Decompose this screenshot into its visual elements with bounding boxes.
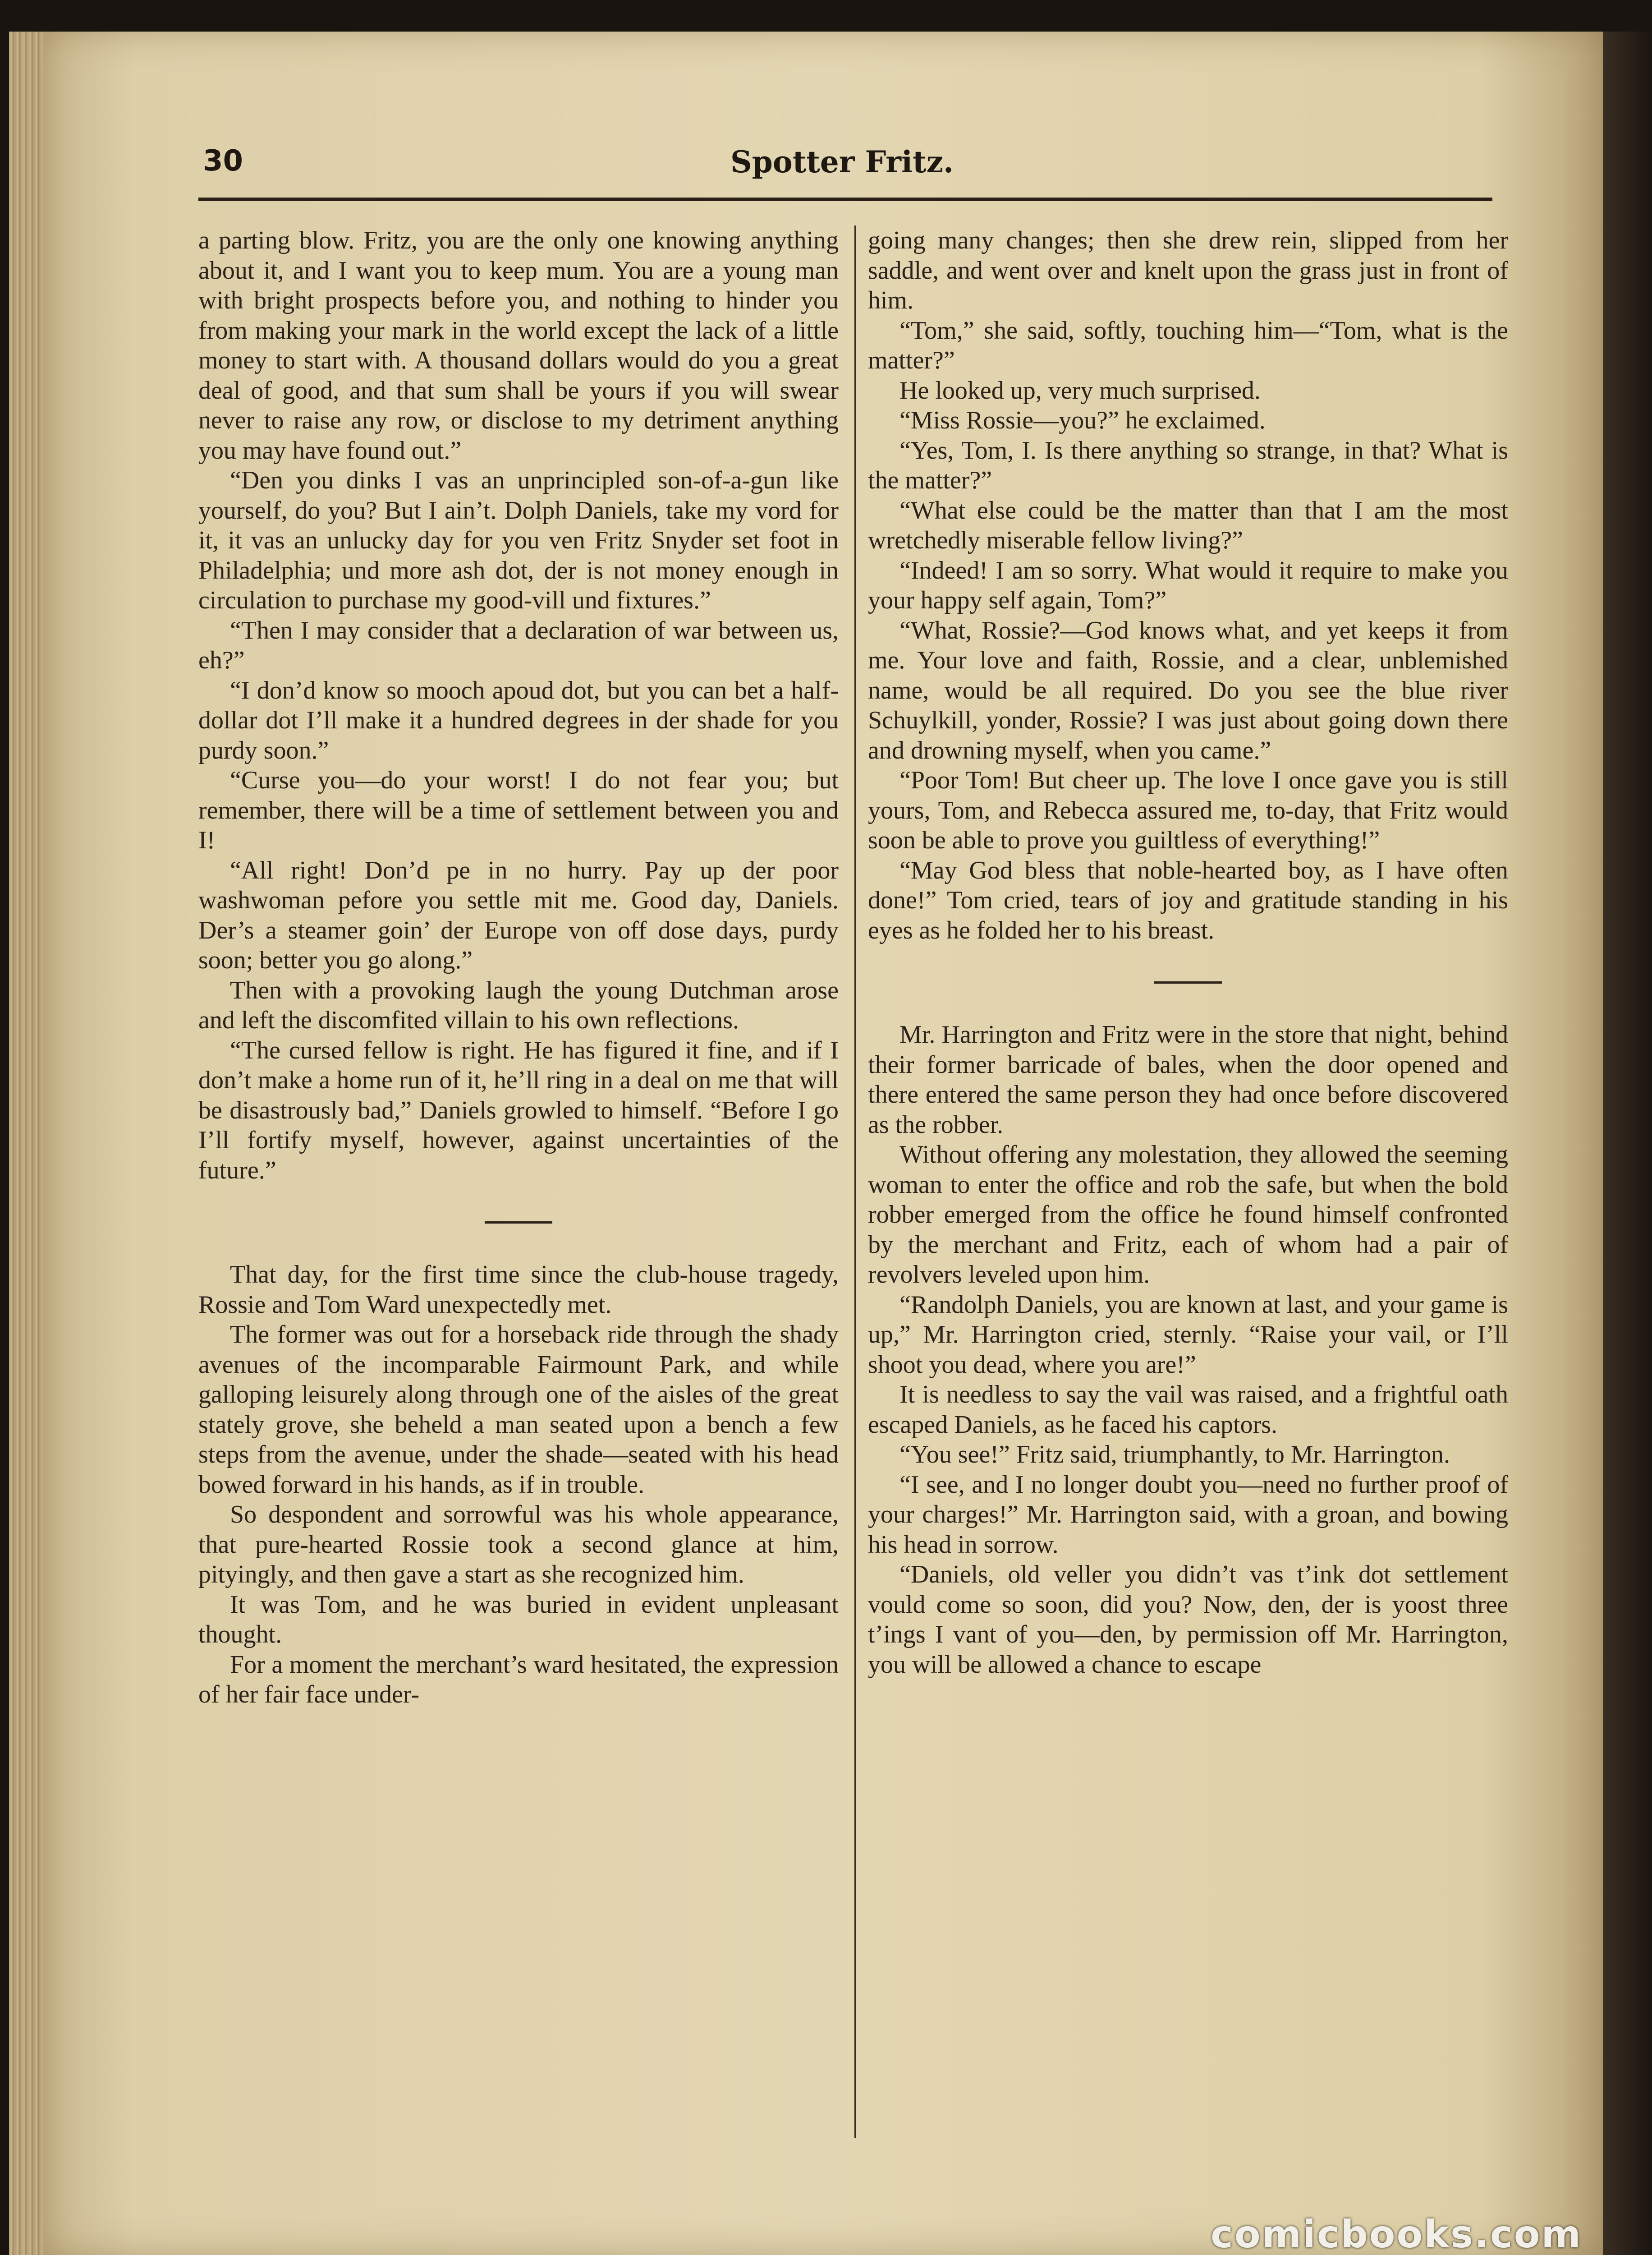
paragraph: “Indeed! I am so sorry. What would it require to make you your happy self again, Tom?” bbox=[868, 556, 1508, 614]
paragraph: For a moment the merchant’s ward hesitated, the expression of her fair face under- bbox=[198, 1650, 839, 1708]
paragraph: a parting blow. Fritz, you are the only one knowing anything about it, and I want you to keep mum. You are a young man with bright prospects before you, and nothing to hinder you from making your mark in the world except the lack of a little money to start with. A thousand dollars would do you a great deal of good, and that sum shall be yours if you will swear never to raise any row, or disclose to my detriment anything you may have found out.” bbox=[198, 226, 839, 465]
paragraph: “I see, and I no longer doubt you—need no further proof of your charges!” Mr. Harrington said, with a groan, and bowing his head in sorrow. bbox=[868, 1470, 1508, 1559]
paragraph: “I don’d know so mooch apoud dot, but you can bet a half-dollar dot I’ll make it a hundred degrees in der shade for you purdy soon.” bbox=[198, 676, 839, 764]
paragraph: “The cursed fellow is right. He has figured it fine, and if I don’t make a home run of it, he’ll ring in a deal on me that will be disastrously bad,” Daniels growled to himself. “Before I go I’ll fortify myself, however, against uncertainties of the future.” bbox=[198, 1036, 839, 1184]
paragraph: Without offering any molestation, they allowed the seeming woman to enter the office and rob the safe, but when the bold robber emerged from the office he found himself confronted by the merchant and Fritz, each of whom had a pair of revolvers leveled upon him. bbox=[868, 1141, 1508, 1289]
paragraph: “Miss Rossie—you?” he exclaimed. bbox=[899, 406, 1266, 434]
running-title: Spotter Fritz. bbox=[730, 144, 954, 179]
header-rule bbox=[198, 198, 1492, 201]
paragraph: “What, Rossie?—God knows what, and yet keeps it from me. Your love and faith, Rossie, and a clear, unblemished name, would be all required. Do you see the blue river Schuylkill, yonder, Rossie? I was just about going down there and drowning myself, when you came.” bbox=[868, 616, 1508, 764]
paragraph: So despondent and sorrowful was his whole appearance, that pure-hearted Rossie took a second glance at him, pityingly, and then gave a start as she recognized him. bbox=[198, 1500, 839, 1588]
paragraph: “You see!” Fritz said, triumphantly, to Mr. Harrington. bbox=[899, 1440, 1450, 1468]
section-separator bbox=[485, 1221, 552, 1224]
paragraph: “Tom,” she said, softly, touching him—“Tom, what is the matter?” bbox=[868, 316, 1508, 374]
paragraph: Then with a provoking laugh the young Dutchman arose and left the discomfited villain to his own reflections. bbox=[198, 976, 839, 1034]
paragraph: The former was out for a horseback ride through the shady avenues of the incomparable Fairmount Park, and while galloping leisurely along through one of the aisles of the great stately grove, she beheld a man seated upon a bench a few steps from the avenue, under the shade—seated with his head bowed forward in his hands, as if in trouble. bbox=[198, 1321, 839, 1499]
page-header bbox=[158, 144, 1497, 198]
paragraph: “Poor Tom! But cheer up. The love I once gave you is still yours, Tom, and Rebecca assured me, to-day, that Fritz would soon be able to prove you guiltless of everything!” bbox=[868, 766, 1508, 854]
paragraph: Mr. Harrington and Fritz were in the store that night, behind their former barricade of bales, when the door opened and there entered the same person they had once before discovered as the robber. bbox=[868, 1021, 1508, 1139]
watermark-logo: comicbooks.com bbox=[1211, 2212, 1582, 2255]
page-number: 30 bbox=[203, 144, 243, 178]
paragraph: It was Tom, and he was buried in evident unpleasant thought. bbox=[198, 1590, 839, 1648]
paragraph: “Randolph Daniels, you are known at last, and your game is up,” Mr. Harrington cried, sternly. “Raise your vail, or I’ll shoot you dead, where you are!” bbox=[868, 1290, 1508, 1379]
paragraph: “Then I may consider that a declaration of war between us, eh?” bbox=[198, 616, 839, 674]
page-stack-edge bbox=[9, 32, 45, 2255]
paragraph: “Den you dinks I vas an unprincipled son-of-a-gun like yourself, do you? But I ain’t. Dolph Daniels, take my vord for it, it vas an unlucky day for you ven Fritz Snyder set foot in Philadelphia; und more ash dot, der is not money enough in circulation to purchase my good-vill und fixtures.” bbox=[198, 466, 839, 614]
paragraph: going many changes; then she drew rein, slipped from her saddle, and went over and knelt upon the grass just in front of him. bbox=[868, 226, 1508, 314]
section-separator bbox=[1154, 981, 1222, 984]
paragraph: It is needless to say the vail was raised, and a frightful oath escaped Daniels, as he faced his captors. bbox=[868, 1381, 1508, 1439]
text-column-left bbox=[198, 226, 839, 1710]
text-column-right bbox=[868, 226, 1508, 1680]
paragraph: “What else could be the matter than that I am the most wretchedly miserable fellow living?” bbox=[868, 496, 1508, 554]
paragraph: “May God bless that noble-hearted boy, as I have often done!” Tom cried, tears of joy and gratitude standing in his eyes as he folded her to his breast. bbox=[868, 856, 1508, 944]
paragraph: That day, for the first time since the club-house tragedy, Rossie and Tom Ward unexpectedly met. bbox=[198, 1261, 839, 1319]
paragraph: “All right! Don’d pe in no hurry. Pay up der poor washwoman pefore you settle mit me. Good day, Daniels. Der’s a steamer goin’ der Europe von off dose days, purdy soon; better you go along.” bbox=[198, 856, 839, 974]
paragraph: He looked up, very much surprised. bbox=[899, 376, 1261, 405]
paragraph: “Curse you—do your worst! I do not fear you; but remember, there will be a time of settlement between you and I! bbox=[198, 766, 839, 854]
paragraph: “Yes, Tom, I. Is there anything so strange, in that? What is the matter?” bbox=[868, 436, 1508, 494]
binding-shadow bbox=[1603, 32, 1652, 2255]
paragraph: “Daniels, old veller you didn’t vas t’ink dot settlement vould come so soon, did you? Now, den, der is yoost three t’ings I vant of you—den, by permission off Mr. Harrington, you will be allowed a chance to escape bbox=[868, 1560, 1508, 1679]
column-divider bbox=[854, 226, 856, 2138]
